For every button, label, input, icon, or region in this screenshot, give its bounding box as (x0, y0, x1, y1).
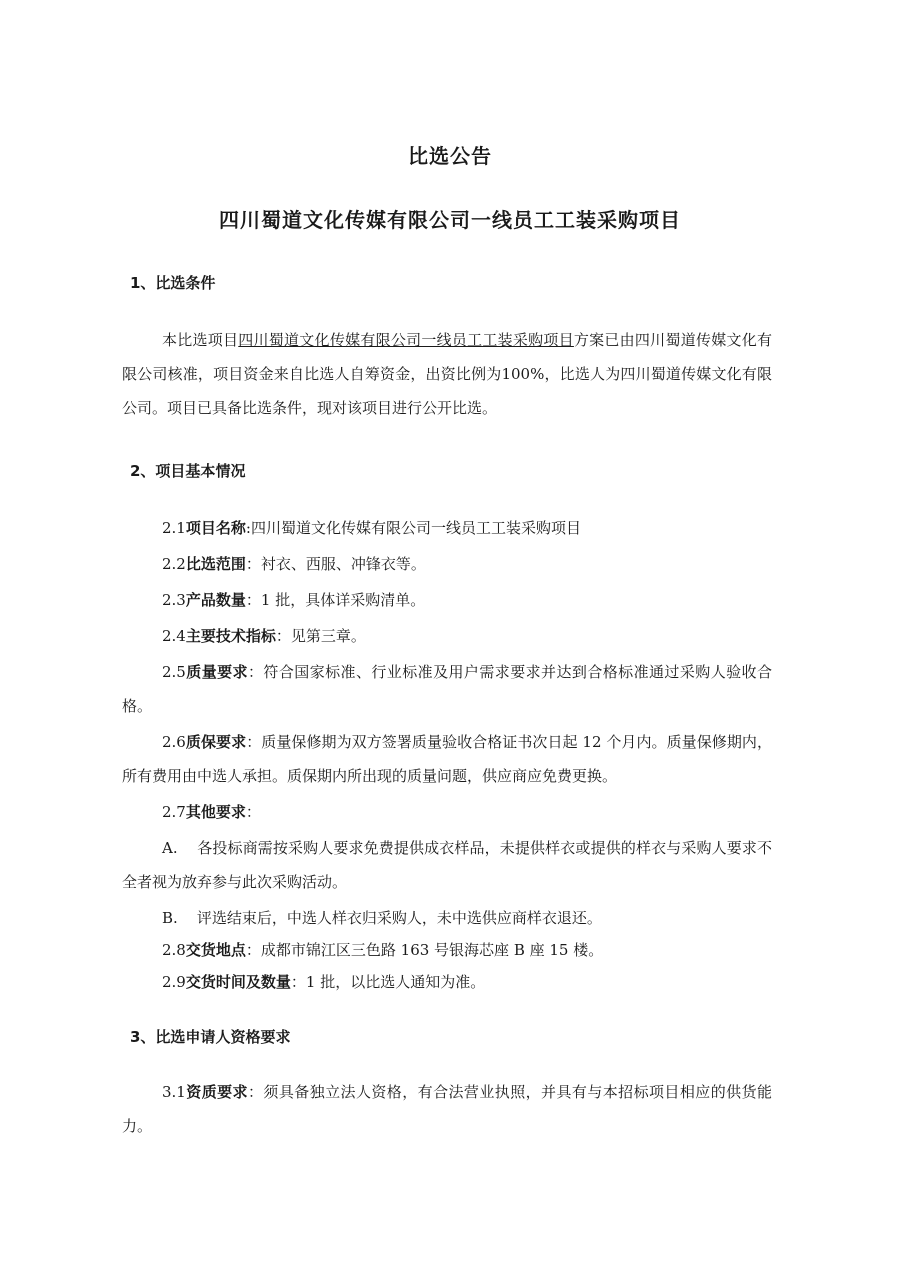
item-separator: ： (246, 733, 262, 751)
section-1-text-after: 方案已由四川蜀道传媒文化有限公司核准，项目资金来自比选人自筹资金，出资比例为100%，比选人为四川蜀道传媒文化有限公司。项目已具备比选条件，现对该项目进行公开比选。 (122, 331, 772, 417)
page-title: 比选公告 (408, 144, 492, 168)
item-separator: ： (275, 627, 291, 645)
item-value: 1 批，具体详采购清单。 (260, 591, 426, 609)
item-separator: ： (245, 555, 261, 573)
item-label: 主要技术指标 (185, 627, 276, 645)
item-number: 2.7 (162, 803, 186, 821)
list-marker: B. (162, 909, 178, 927)
item-separator: ： (245, 803, 261, 821)
item-number: 2.3 (162, 591, 186, 609)
item-2-8 (162, 933, 772, 967)
item-number: 2.9 (162, 973, 186, 991)
item-label: 资质要求 (185, 1083, 248, 1101)
item-separator: ： (290, 973, 306, 991)
section-3-heading: 3、比选申请人资格要求 (130, 1028, 291, 1046)
item-separator: ： (245, 941, 261, 959)
list-text: 各投标商需按采购人要求免费提供成衣样品，未提供样衣或提供的样衣与采购人要求不全者视为放弃参与此次采购活动。 (122, 839, 772, 891)
project-title: 四川蜀道文化传媒有限公司一线员工工装采购项目 (219, 208, 681, 232)
item-2-2 (162, 547, 772, 581)
other-requirement-a (122, 831, 772, 899)
section-1-heading: 1、比选条件 (130, 274, 216, 292)
other-requirement-b (162, 901, 772, 935)
item-2-3 (162, 583, 772, 617)
section-1-project-name: 四川蜀道文化传媒有限公司一线员工工装采购项目 (238, 331, 574, 349)
item-label: 质保要求 (185, 733, 247, 751)
item-2-7 (162, 795, 772, 829)
item-value: 见第三章。 (290, 627, 366, 645)
item-value: 符合国家标准、行业标准及用户需求要求并达到合格标准通过采购人验收合格。 (122, 663, 772, 715)
item-number: 2.5 (162, 663, 186, 681)
item-2-4 (162, 619, 772, 653)
item-label: 比选范围 (185, 555, 246, 573)
item-number: 3.1 (162, 1083, 186, 1101)
item-number: 2.6 (162, 733, 186, 751)
item-value: 1 批，以比选人通知为准。 (305, 973, 486, 991)
list-text: 评选结束后，中选人样衣归采购人，未中选供应商样衣退还。 (196, 909, 602, 927)
item-number: 2.2 (162, 555, 186, 573)
item-value: 四川蜀道文化传媒有限公司一线员工工装采购项目 (250, 519, 581, 537)
item-label: 交货地点 (185, 941, 246, 959)
item-label: 交货时间及数量 (185, 973, 291, 991)
item-separator: ： (245, 591, 261, 609)
item-label: 其他要求 (185, 803, 246, 821)
item-3-1 (122, 1075, 772, 1143)
list-marker: A. (162, 839, 178, 857)
item-label: 项目名称 (185, 519, 246, 537)
item-number: 2.8 (162, 941, 186, 959)
item-label: 产品数量 (185, 591, 246, 609)
item-separator: ： (247, 1083, 264, 1101)
section-1-text-before: 本比选项目 (162, 331, 239, 349)
item-2-9 (162, 965, 772, 999)
item-separator: ： (247, 663, 264, 681)
item-separator: : (245, 519, 251, 537)
item-number: 2.4 (162, 627, 186, 645)
item-label: 质量要求 (185, 663, 248, 681)
item-value: 须具备独立法人资格，有合法营业执照，并具有与本招标项目相应的供货能力。 (122, 1083, 772, 1135)
item-2-1 (162, 511, 772, 545)
section-2-heading: 2、项目基本情况 (130, 462, 246, 480)
item-value: 衬衣、西服、冲锋衣等。 (260, 555, 426, 573)
item-value: 质量保修期为双方签署质量验收合格证书次日起 12 个月内。质量保修期内，所有费用由中选人承担。质保期内所出现的质量问题，供应商应免费更换。 (122, 733, 772, 785)
item-value: 成都市锦江区三色路 163 号银海芯座 B 座 15 楼。 (260, 941, 604, 959)
item-number: 2.1 (162, 519, 186, 537)
item-2-6 (122, 725, 772, 793)
item-2-5 (122, 655, 772, 723)
section-1-paragraph (122, 323, 772, 425)
